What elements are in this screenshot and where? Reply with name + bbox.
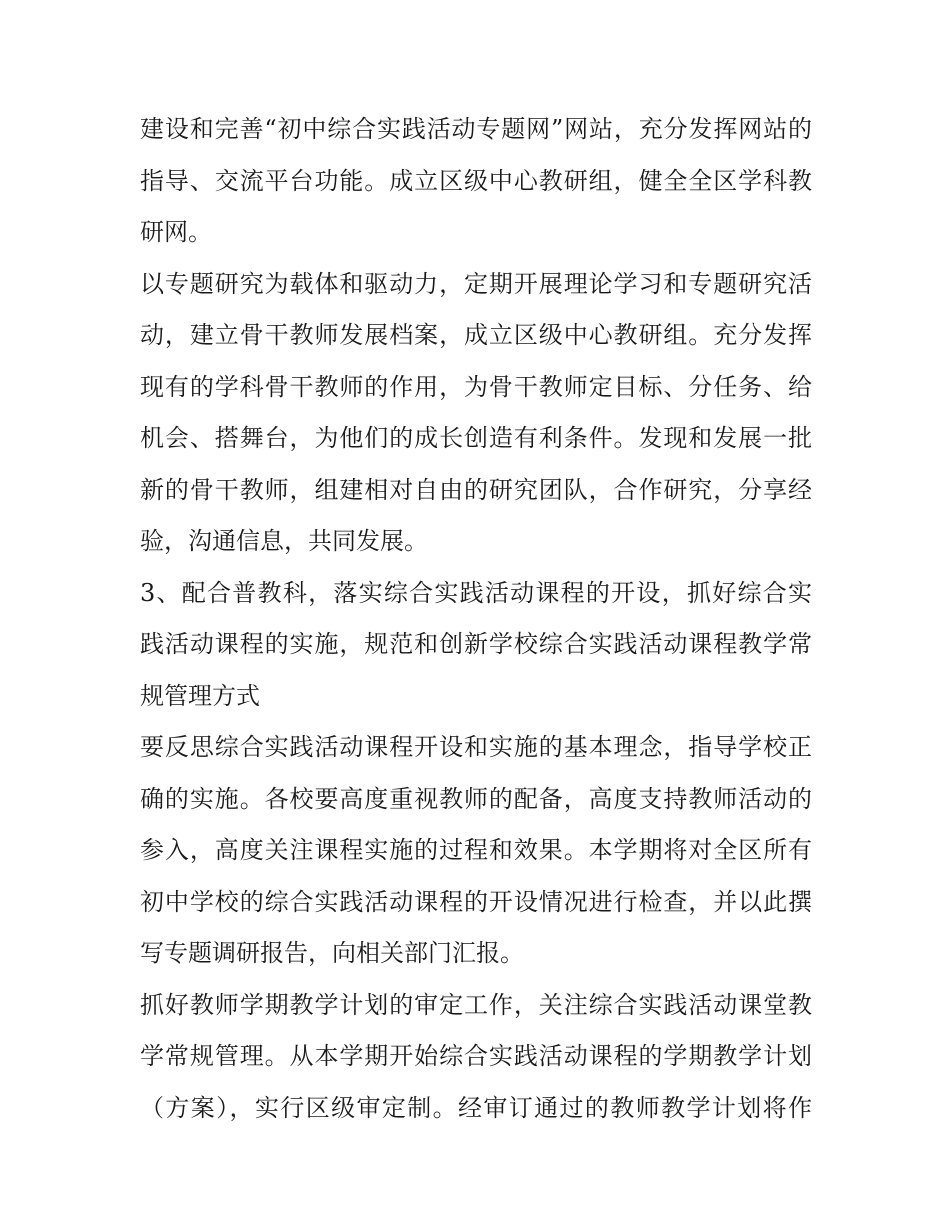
text-line: 3、配合普教科，落实综合实践活动课程的开设，抓好综合实 <box>140 578 812 607</box>
section-heading-3 <box>140 568 812 723</box>
text-line: 验，沟通信息，共同发展。 <box>140 527 428 555</box>
paragraph-implementation <box>140 722 812 980</box>
text-line: 指导、交流平台功能。成立区级中心教研组，健全全区学科教 <box>140 166 812 195</box>
text-line: 动，建立骨干教师发展档案，成立区级中心教研组。充分发挥 <box>140 321 812 349</box>
text-line: 确的实施。各校要高度重视教师的配备，高度支持教师活动的 <box>140 784 812 813</box>
text-line: 写专题调研报告，向相关部门汇报。 <box>140 939 524 967</box>
document-body <box>140 104 812 1134</box>
paragraph-website <box>140 104 812 259</box>
text-line: 研网。 <box>140 218 212 246</box>
text-line: 学常规管理。从本学期开始综合实践活动课程的学期教学计划 <box>140 1042 812 1070</box>
text-line: 机会、搭舞台，为他们的成长创造有利条件。发现和发展一批 <box>140 424 812 452</box>
text-line: 参入，高度关注课程实施的过程和效果。本学期将对全区所有 <box>140 836 812 864</box>
text-line: 初中学校的综合实践活动课程的开设情况进行检查，并以此撰 <box>140 887 812 916</box>
text-line: 现有的学科骨干教师的作用，为骨干教师定目标、分任务、给 <box>140 372 812 401</box>
text-line: 抓好教师学期教学计划的审定工作，关注综合实践活动课堂教 <box>140 990 812 1019</box>
text-line: （方案），实行区级审定制。经审订通过的教师教学计划将作 <box>140 1093 812 1122</box>
text-line: 以专题研究为载体和驱动力，定期开展理论学习和专题研究活 <box>140 269 812 298</box>
paragraph-teaching-plan <box>140 980 812 1135</box>
text-line: 规管理方式 <box>140 681 260 710</box>
text-line: 新的骨干教师，组建相对自由的研究团队，合作研究，分享经 <box>140 475 812 504</box>
text-line: 建设和完善“初中综合实践活动专题网”网站，充分发挥网站的 <box>140 115 812 143</box>
paragraph-research <box>140 259 812 568</box>
text-line: 要反思综合实践活动课程开设和实施的基本理念，指导学校正 <box>140 733 812 761</box>
text-line: 践活动课程的实施，规范和创新学校综合实践活动课程教学常 <box>140 630 812 658</box>
